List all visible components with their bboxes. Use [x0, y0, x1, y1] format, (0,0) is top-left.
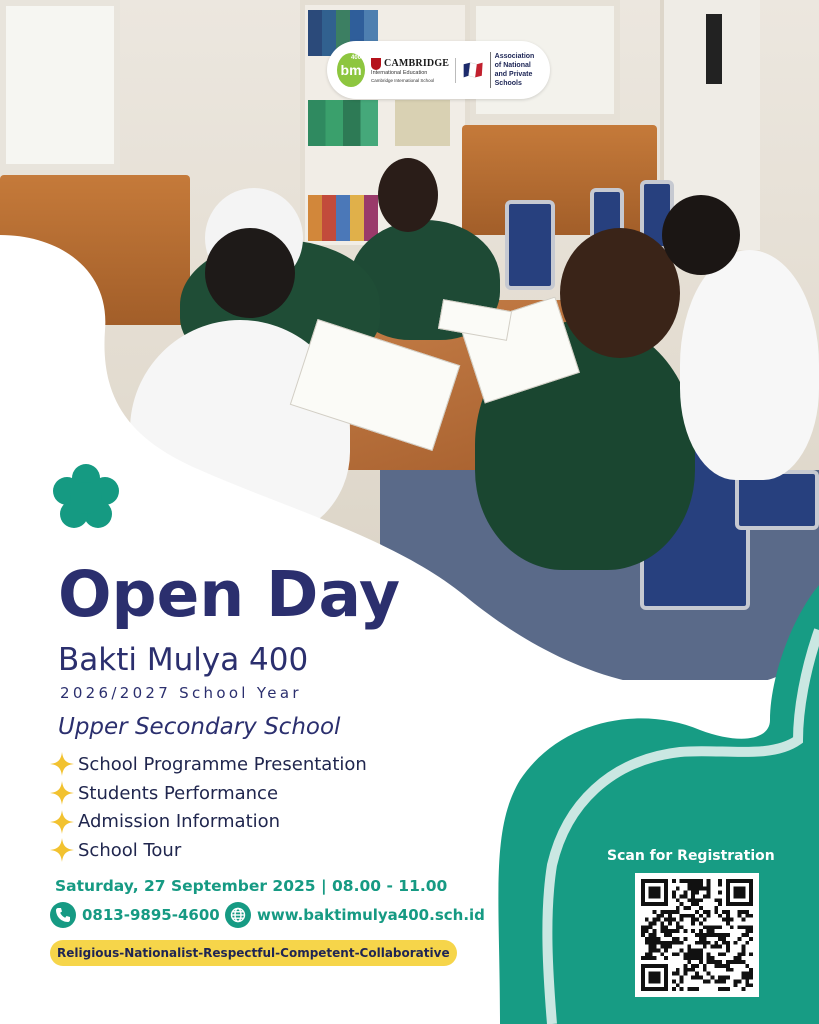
- flower-icon: [50, 462, 122, 534]
- event-date-time: Saturday, 27 September 2025 | 08.00 - 11.00: [55, 877, 448, 895]
- bm-logo-superscript: 400: [351, 55, 362, 61]
- qr-code-icon: [641, 879, 753, 991]
- agenda-item: [50, 779, 367, 808]
- agenda-list: [50, 750, 367, 865]
- school-name: Bakti Mulya 400: [58, 642, 309, 678]
- agenda-label: Admission Information: [78, 811, 281, 833]
- agenda-label: School Programme Presentation: [78, 753, 367, 775]
- agenda-label: School Tour: [78, 839, 182, 861]
- cambridge-shield-icon: [371, 58, 381, 70]
- website-link[interactable]: [225, 902, 485, 928]
- agenda-item: [50, 836, 367, 865]
- cambridge-name: CAMBRIDGE: [384, 58, 450, 69]
- school-values-text: Religious-Nationalist-Respectful-Competent-Collaborative: [57, 946, 450, 960]
- phone-contact[interactable]: [50, 902, 220, 928]
- cambridge-subtitle: International Education: [371, 69, 428, 76]
- agenda-item: [50, 807, 367, 836]
- association-flag-icon: [462, 57, 483, 83]
- bakti-mulya-logo: [337, 53, 365, 87]
- agenda-label: Students Performance: [78, 782, 279, 804]
- event-title: Open Day: [58, 558, 401, 631]
- association-logo-text: Association of National and Private Schools: [490, 52, 540, 88]
- cambridge-logo: [371, 58, 456, 83]
- sparkle-icon: [50, 752, 74, 776]
- globe-icon: [225, 902, 251, 928]
- scan-label: Scan for Registration: [607, 848, 775, 864]
- partner-logos: [327, 41, 550, 99]
- school-year: 2026/2027 School Year: [60, 684, 302, 702]
- phone-number: 0813-9895-4600: [82, 906, 220, 924]
- sparkle-icon: [50, 781, 74, 805]
- website-url: www.baktimulya400.sch.id: [257, 906, 485, 924]
- agenda-item: [50, 750, 367, 779]
- sparkle-icon: [50, 810, 74, 834]
- school-values-badge: [50, 940, 457, 966]
- sparkle-icon: [50, 838, 74, 862]
- bm-logo-text: bm: [340, 62, 362, 78]
- school-level: Upper Secondary School: [58, 714, 341, 740]
- phone-icon: [50, 902, 76, 928]
- registration-qr-code[interactable]: [635, 873, 759, 997]
- cambridge-subtitle-2: Cambridge International School: [371, 77, 435, 83]
